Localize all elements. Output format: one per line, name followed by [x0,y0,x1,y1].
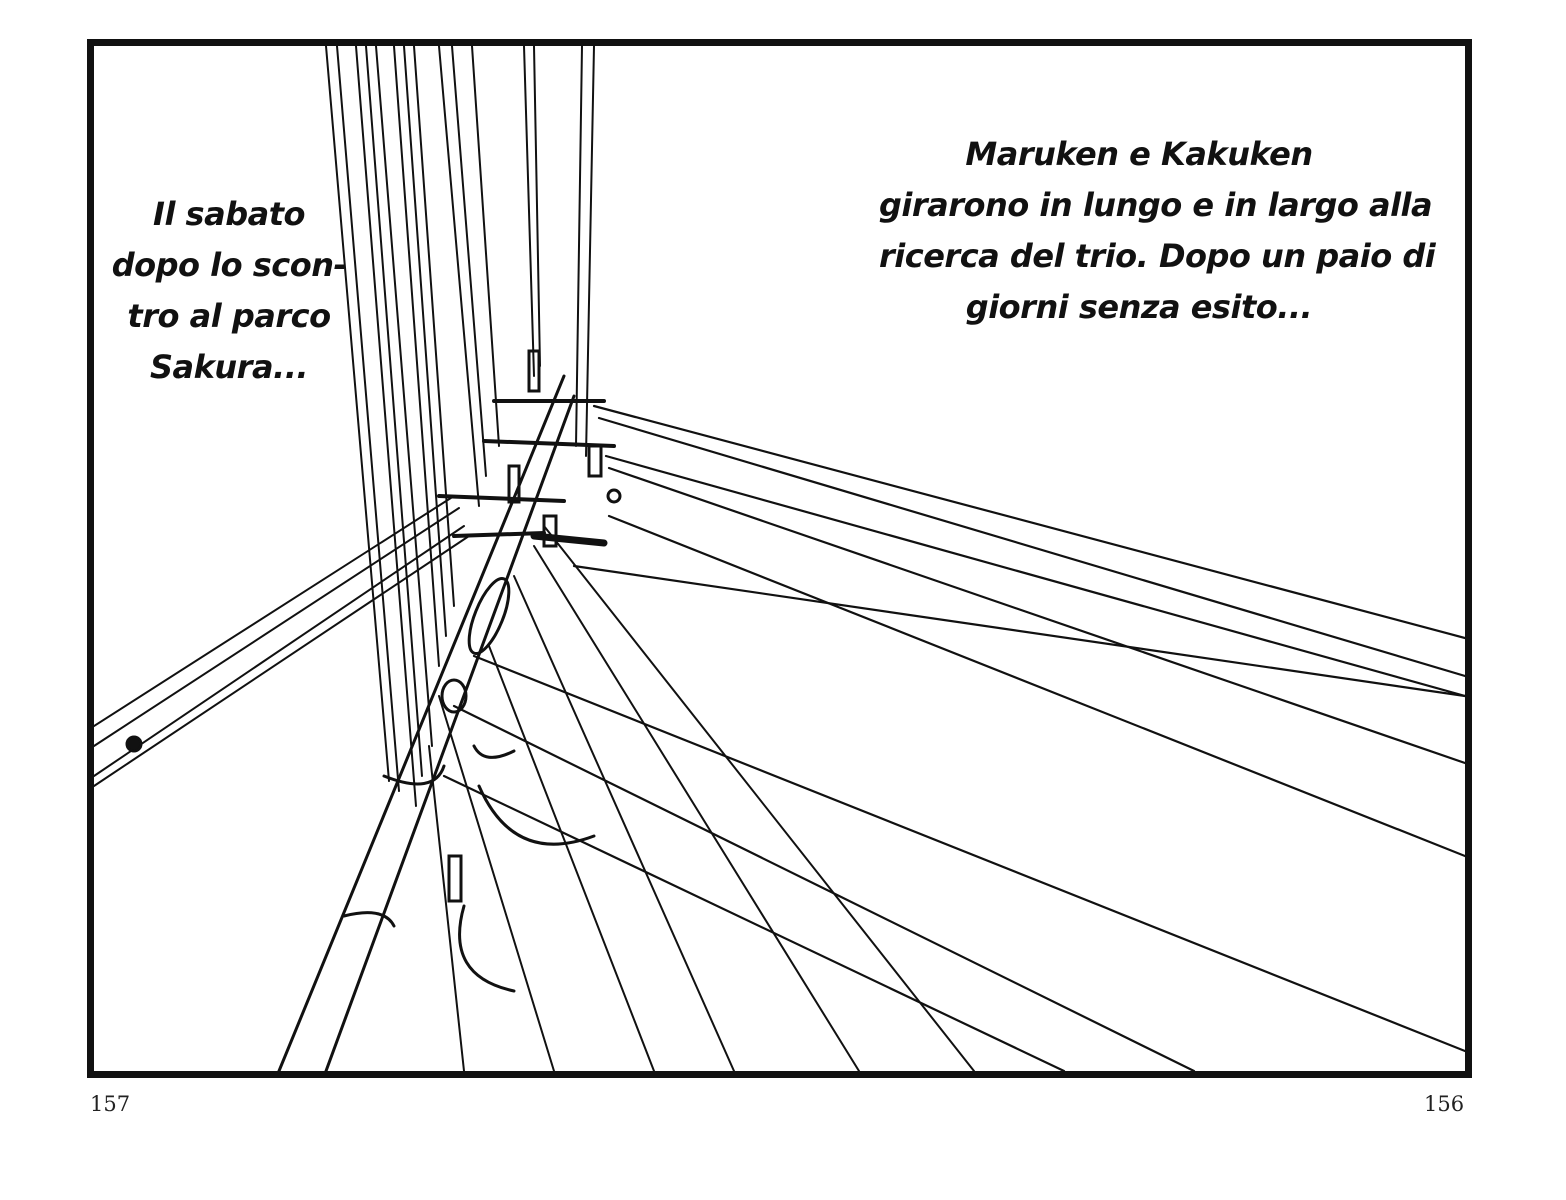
caption-right-line: giorni senza esito... [965,288,1313,326]
caption-right [879,129,1436,333]
vertical-wires [326,46,594,806]
caption-left [109,189,349,393]
caption-right-line: girarono in lungo e in largo alla [879,186,1433,224]
caption-left-line: dopo lo scon- [111,246,347,284]
caption-left-line: Sakura... [149,348,309,386]
wires-right [444,406,1465,1071]
page-number-left: 157 [90,1092,131,1116]
insulators [127,351,620,991]
caption-left-line: Il sabato [153,195,305,233]
caption-left-line: tro al parco [127,297,331,335]
caption-right-line: ricerca del trio. Dopo un paio di [879,237,1436,275]
manga-panel [87,39,1472,1078]
page-number-right: 156 [1424,1092,1465,1116]
caption-right-line: Maruken e Kakuken [965,135,1313,173]
